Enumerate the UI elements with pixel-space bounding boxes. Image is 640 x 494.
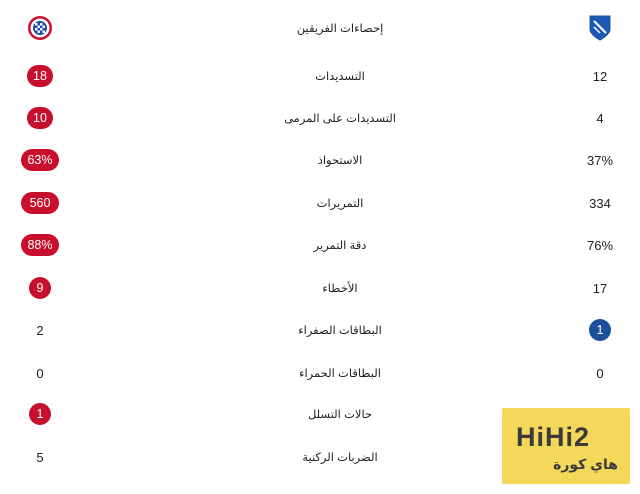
left-value: 0: [36, 365, 44, 381]
left-value: 5: [36, 449, 44, 465]
right-value: 4: [596, 110, 604, 126]
header-row: [0, 10, 640, 46]
stat-row-yellow-cards: [0, 312, 640, 348]
stat-label: البطاقات الصفراء: [298, 325, 382, 337]
watermark-brand-text: HiHi2: [516, 422, 591, 452]
stat-row-red-cards: [0, 355, 640, 391]
hihi2-watermark-logo: [502, 408, 630, 484]
stat-row-possession: [0, 142, 640, 178]
stat-label: الضربات الركنية: [302, 452, 378, 464]
left-value: 9: [29, 277, 51, 299]
right-value: 12: [592, 68, 608, 84]
left-value: 10: [27, 107, 53, 129]
stat-row-shots-on-target: [0, 100, 640, 136]
hoffenheim-crest-icon: [560, 10, 640, 46]
stat-label: البطاقات الحمراء: [299, 368, 381, 380]
stat-label: التسديدات على المرمى: [284, 113, 396, 125]
left-value: 88%: [21, 234, 58, 256]
left-value: 560: [21, 192, 60, 214]
stat-label: التسديدات: [315, 71, 365, 83]
right-value: 334: [589, 195, 611, 211]
left-value: 63%: [21, 149, 58, 171]
left-value: 2: [36, 322, 44, 338]
right-value: 0: [596, 365, 604, 381]
stat-row-pass-accuracy: [0, 227, 640, 263]
right-value: 76%: [586, 237, 614, 253]
watermark-brand-latin: [516, 422, 590, 453]
left-value: 1: [29, 403, 51, 425]
stat-row-passes: [0, 185, 640, 221]
stat-label: الاستحواذ: [317, 155, 363, 167]
stat-row-shots: [0, 58, 640, 94]
watermark-brand-arabic: هاي كورة: [553, 456, 618, 472]
stat-label: دقة التمرير: [313, 240, 367, 252]
stat-row-fouls: [0, 270, 640, 306]
stat-label: الأخطاء: [322, 283, 358, 295]
left-value: 18: [27, 65, 53, 87]
right-value: 1: [589, 319, 611, 341]
stat-label: التمريرات: [316, 198, 364, 210]
stat-label: حالات التسلل: [307, 409, 373, 421]
bayern-munich-crest-icon: [0, 10, 80, 46]
header-title: إحصاءات الفريقين: [296, 23, 384, 35]
right-value: 37%: [586, 152, 614, 168]
right-value: 17: [592, 280, 608, 296]
